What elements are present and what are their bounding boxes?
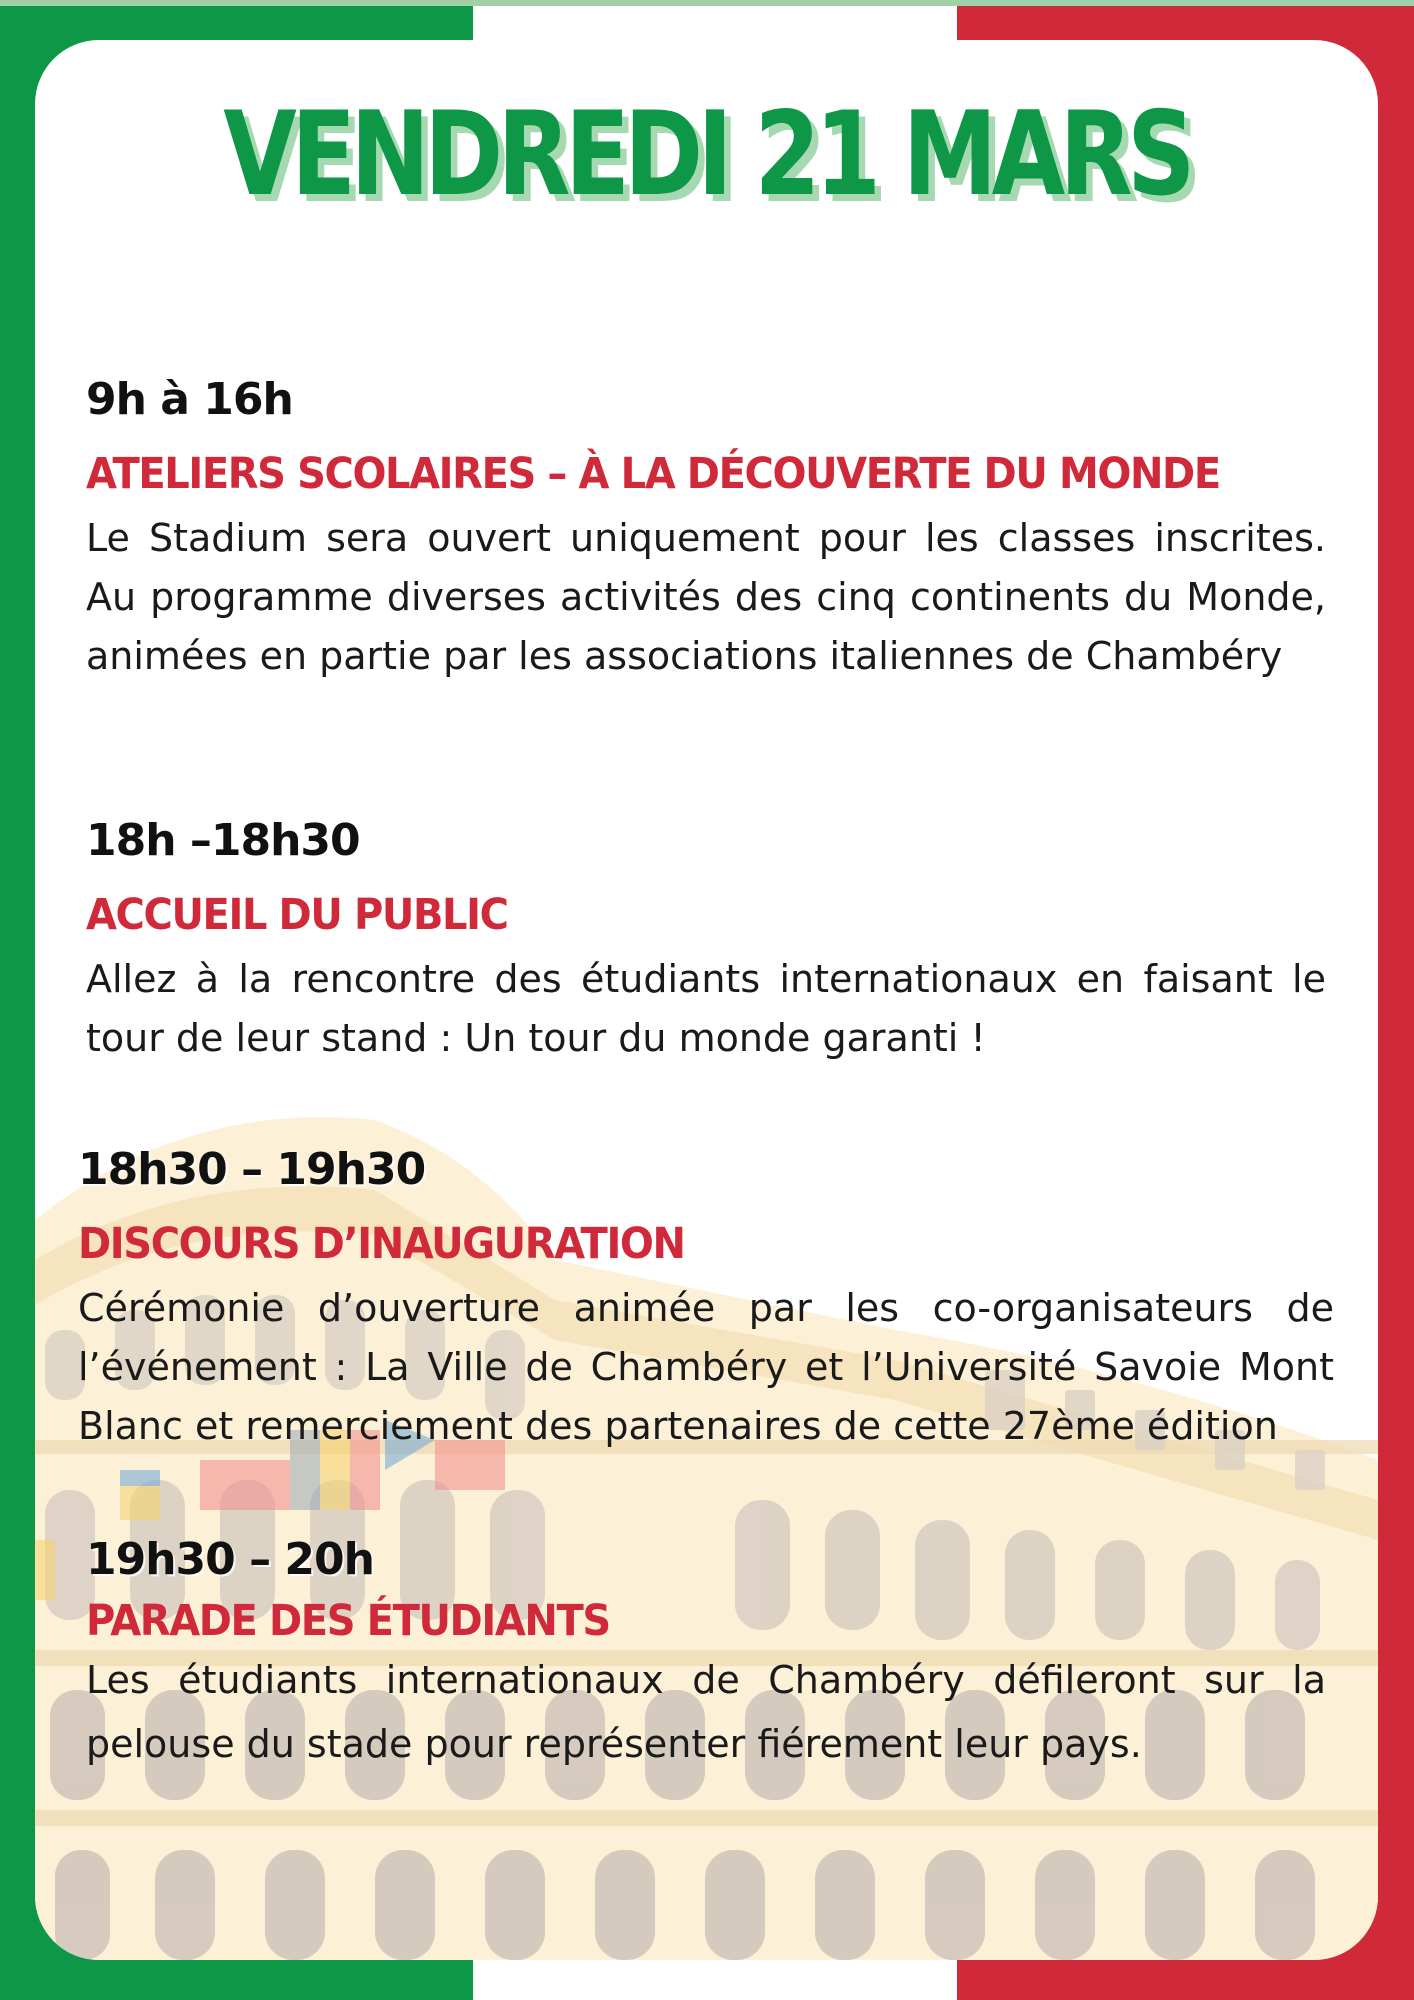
event-time: 18h30 – 19h30 (78, 1144, 426, 1195)
program-card (35, 40, 1378, 1960)
event-block (86, 370, 1326, 686)
event-block (86, 811, 1326, 1068)
event-time: 9h à 16h (86, 374, 293, 425)
event-time: 19h30 – 20h (86, 1534, 374, 1585)
event-description: Le Stadium sera ouvert uniquement pour les classes inscrites. Au programme diverses activités des cinq continents du Monde, animées en partie par les associations italiennes de Chambéry (86, 516, 1326, 678)
page-title: VENDREDI 21 MARS (223, 87, 1190, 222)
event-heading: DISCOURS D’INAUGURATION (78, 1219, 685, 1269)
event-heading: PARADE DES ÉTUDIANTS (86, 1596, 610, 1646)
event-block (78, 1140, 1334, 1456)
event-description: Allez à la rencontre des étudiants internationaux en faisant le tour de leur stand : Un tour du monde garanti ! (86, 957, 1326, 1060)
event-heading: ATELIERS SCOLAIRES – À LA DÉCOUVERTE DU MONDE (86, 449, 1220, 499)
event-time: 18h –18h30 (86, 815, 360, 866)
event-description: Cérémonie d’ouverture animée par les co-organisateurs de l’événement : La Ville de Chambéry et l’Université Savoie Mont Blanc et remerciement des partenaires de cette 27ème édition (78, 1286, 1334, 1448)
top-border-line (0, 0, 1414, 6)
event-description: Les étudiants internationaux de Chambéry défileront sur la pelouse du stade pour représenter fiérement leur pays. (86, 1658, 1326, 1766)
event-block (86, 1530, 1326, 1776)
event-heading: ACCUEIL DU PUBLIC (86, 890, 508, 940)
